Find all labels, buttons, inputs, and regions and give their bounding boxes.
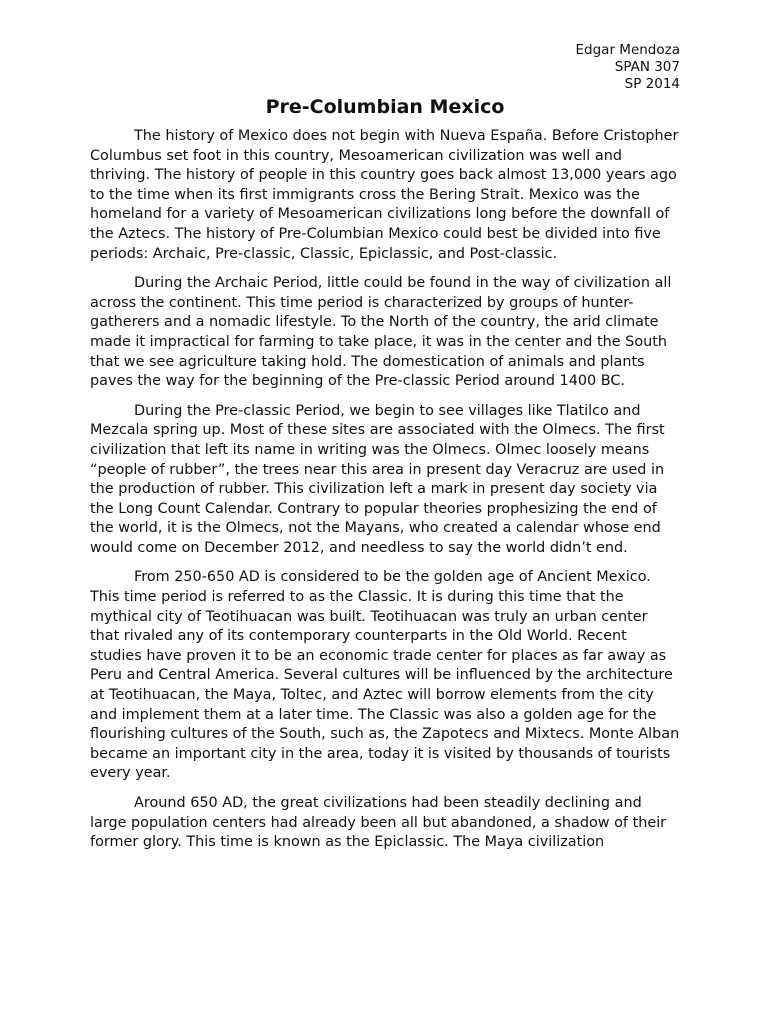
term: SP 2014 <box>624 76 680 92</box>
document-title: Pre-Columbian Mexico <box>265 96 505 118</box>
course-code: SPAN 307 <box>614 59 680 75</box>
document-page <box>90 42 680 863</box>
paragraph-preclassic: During the Pre-classic Period, we begin to see villages like Tlatilco and Mezcala spring up. Most of these sites are associated with the Olmecs. The first civilization that left its name in writing was the Olmecs. Olmec loosely means “people of rubber”, the trees near this area in present day Veracruz are used in the production of rubber. This civilization left a mark in present day society via the Long Count Calendar. Contrary to popular theories prophesizing the end of the world, it is the Olmecs, not the Mayans, who created a calendar whose end would come on December 2012, and needless to say the world didn’t end. <box>90 402 665 556</box>
paragraph-archaic: During the Archaic Period, little could be found in the way of civilization all across the continent. This time period is characterized by groups of hunter-gatherers and a nomadic lifestyle. To the North of the country, the arid climate made it impractical for farming to take place, it was in the center and the South that we see agriculture taking hold. The domestication of animals and plants paves the way for the beginning of the Pre-classic Period around 1400 BC. <box>90 275 672 390</box>
author-name: Edgar Mendoza <box>575 42 680 58</box>
paragraph-intro: The history of Mexico does not begin with Nueva España. Before Cristopher Columbus set foot in this country, Mesoamerican civilization was well and thriving. The history of people in this country goes back almost 13,000 years ago to the time when its first immigrants cross the Bering Strait. Mexico was the homeland for a variety of Mesoamerican civilizations long before the downfall of the Aztecs. The history of Pre-Columbian Mexico could best be divided into five periods: Archaic, Pre-classic, Classic, Epiclassic, and Post-classic. <box>90 128 679 262</box>
paragraph-classic: From 250-650 AD is considered to be the golden age of Ancient Mexico. This time period is referred to as the Classic. It is during this time that the mythical city of Teotihuacan was built. Teotihuacan was truly an urban center that rivaled any of its contemporary counterparts in the Old World. Recent studies have proven it to be an economic trade center for places as far away as Peru and Central America. Several cultures will be influenced by the architecture at Teotihuacan, the Maya, Toltec, and Aztec will borrow elements from the city and implement them at a later time. The Classic was also a golden age for the flourishing cultures of the South, such as, the Zapotecs and Mixtecs. Monte Alban became an important city in the area, today it is visited by thousands of tourists every year. <box>90 569 680 782</box>
paragraph-epiclassic: Around 650 AD, the great civilizations had been steadily declining and large population centers had already been all but abandoned, a shadow of their former glory. This time is known as the Epiclassic. The Maya civilization <box>90 795 667 851</box>
document-header <box>90 42 680 93</box>
